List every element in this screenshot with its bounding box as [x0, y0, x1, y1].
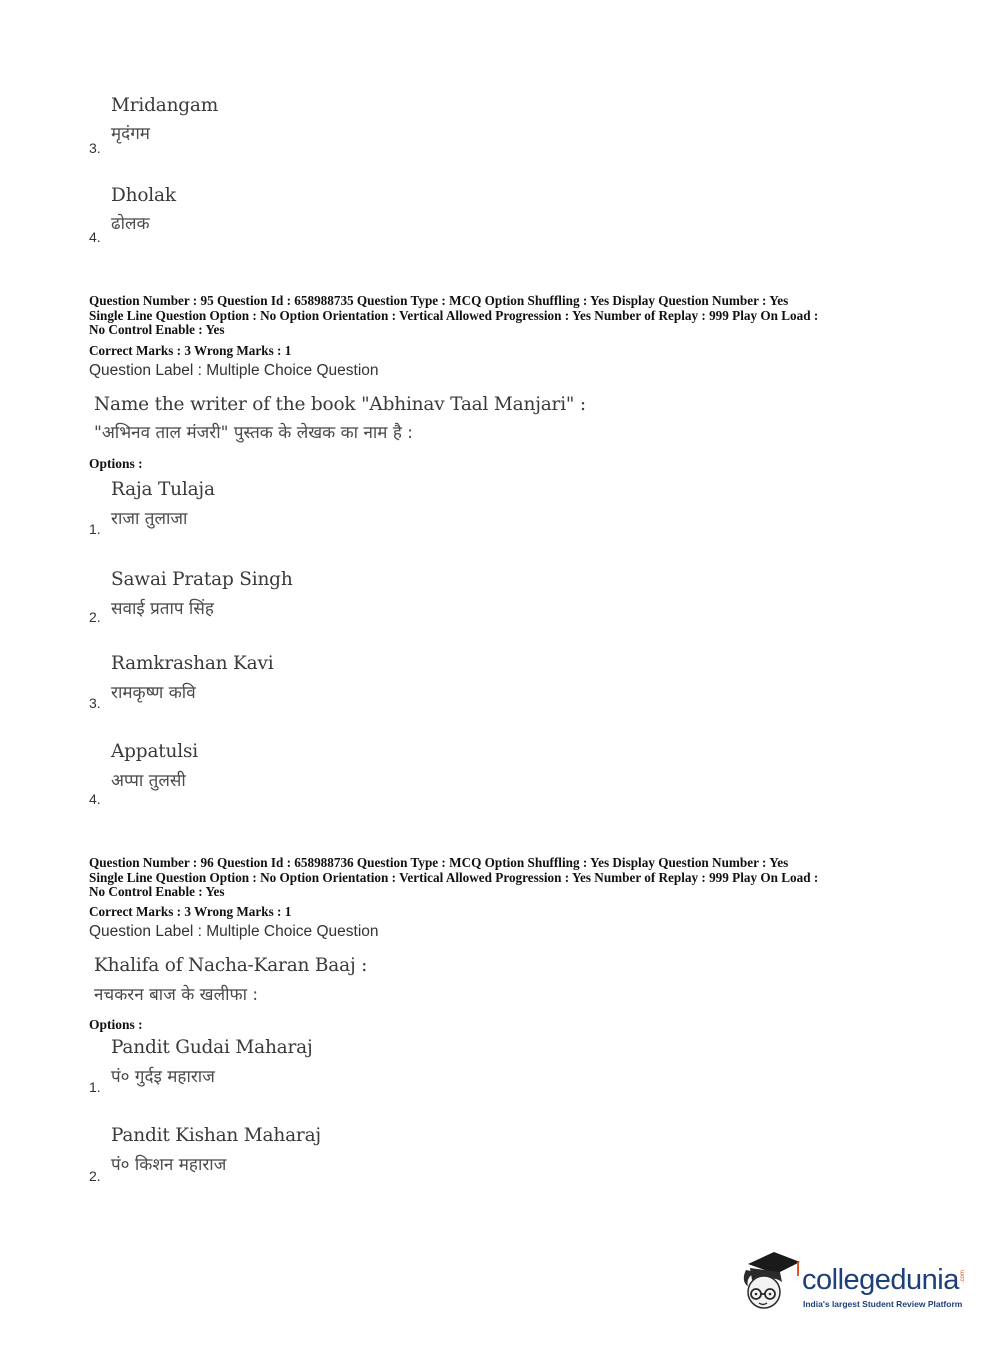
- meta-line-3: No Control Enable : Yes: [89, 884, 225, 899]
- options-label: Options :: [89, 456, 143, 471]
- meta-line-2: Single Line Question Option : No Option Orientation : Vertical Allowed Progression : Yes Number of Replay : 999 Play On Load :: [89, 869, 819, 885]
- meta-line-1: Question Number : 95 Question Id : 658988735 Question Type : MCQ Option Shuffling : Yes Display Question Number : Yes: [89, 293, 789, 308]
- option-1-english[interactable]: Pandit Gudai Maharaj: [111, 1037, 313, 1058]
- mascot-graduation-cap-icon: [740, 1248, 802, 1314]
- question-text-english: Name the writer of the book "Abhinav Taal Manjari" :: [94, 394, 586, 415]
- option-3-number: 3.: [89, 140, 101, 156]
- question-marks: Correct Marks : 3 Wrong Marks : 1: [89, 343, 292, 358]
- option-2-number: 2.: [89, 609, 101, 625]
- option-1-hindi[interactable]: पं० गुर्दइ महाराज: [111, 1067, 215, 1087]
- logo-wordmark: collegedunia: [802, 1264, 959, 1296]
- option-2-english[interactable]: Pandit Kishan Maharaj: [111, 1125, 321, 1146]
- option-4-number: 4.: [89, 791, 101, 807]
- option-2-english[interactable]: Sawai Pratap Singh: [111, 569, 293, 590]
- option-4-english[interactable]: Appatulsi: [111, 741, 198, 762]
- question-label: Question Label : Multiple Choice Question: [89, 923, 379, 940]
- logo-tagline: India's largest Student Review Platform: [803, 1299, 963, 1309]
- question-text-hindi: नचकरन बाज के खलीफा :: [94, 985, 259, 1005]
- option-4-hindi[interactable]: अप्पा तुलसी: [111, 771, 186, 791]
- option-3-english[interactable]: Mridangam: [111, 95, 219, 116]
- option-3-hindi[interactable]: रामकृष्ण कवि: [111, 683, 196, 703]
- question-text-english: Khalifa of Nacha-Karan Baaj :: [94, 955, 368, 976]
- question-meta: [89, 294, 919, 338]
- option-2-number: 2.: [89, 1168, 101, 1184]
- option-1-english[interactable]: Raja Tulaja: [111, 479, 215, 500]
- question-marks: Correct Marks : 3 Wrong Marks : 1: [89, 904, 292, 919]
- meta-line-1: Question Number : 96 Question Id : 658988736 Question Type : MCQ Option Shuffling : Yes Display Question Number : Yes: [89, 855, 789, 870]
- option-3-number: 3.: [89, 695, 101, 711]
- collegedunia-logo[interactable]: [740, 1248, 970, 1318]
- option-1-number: 1.: [89, 521, 101, 537]
- option-1-hindi[interactable]: राजा तुलाजा: [111, 509, 188, 529]
- question-text-hindi: "अभिनव ताल मंजरी" पुस्तक के लेखक का नाम है :: [94, 423, 414, 443]
- logo-domain-suffix: .com: [960, 1270, 966, 1284]
- option-3-english[interactable]: Ramkrashan Kavi: [111, 653, 274, 674]
- option-4-english[interactable]: Dholak: [111, 185, 176, 206]
- meta-line-3: No Control Enable : Yes: [89, 322, 225, 337]
- options-label: Options :: [89, 1017, 143, 1032]
- option-4-hindi[interactable]: ढोलक: [111, 214, 150, 234]
- question-meta: [89, 856, 919, 900]
- option-2-hindi[interactable]: सवाई प्रताप सिंह: [111, 599, 214, 619]
- option-4-number: 4.: [89, 229, 101, 245]
- option-2-hindi[interactable]: पं० किशन महाराज: [111, 1155, 227, 1175]
- meta-line-2: Single Line Question Option : No Option Orientation : Vertical Allowed Progression : Yes Number of Replay : 999 Play On Load :: [89, 307, 819, 323]
- option-1-number: 1.: [89, 1079, 101, 1095]
- question-label: Question Label : Multiple Choice Question: [89, 362, 379, 379]
- option-3-hindi[interactable]: मृदंगम: [111, 124, 150, 144]
